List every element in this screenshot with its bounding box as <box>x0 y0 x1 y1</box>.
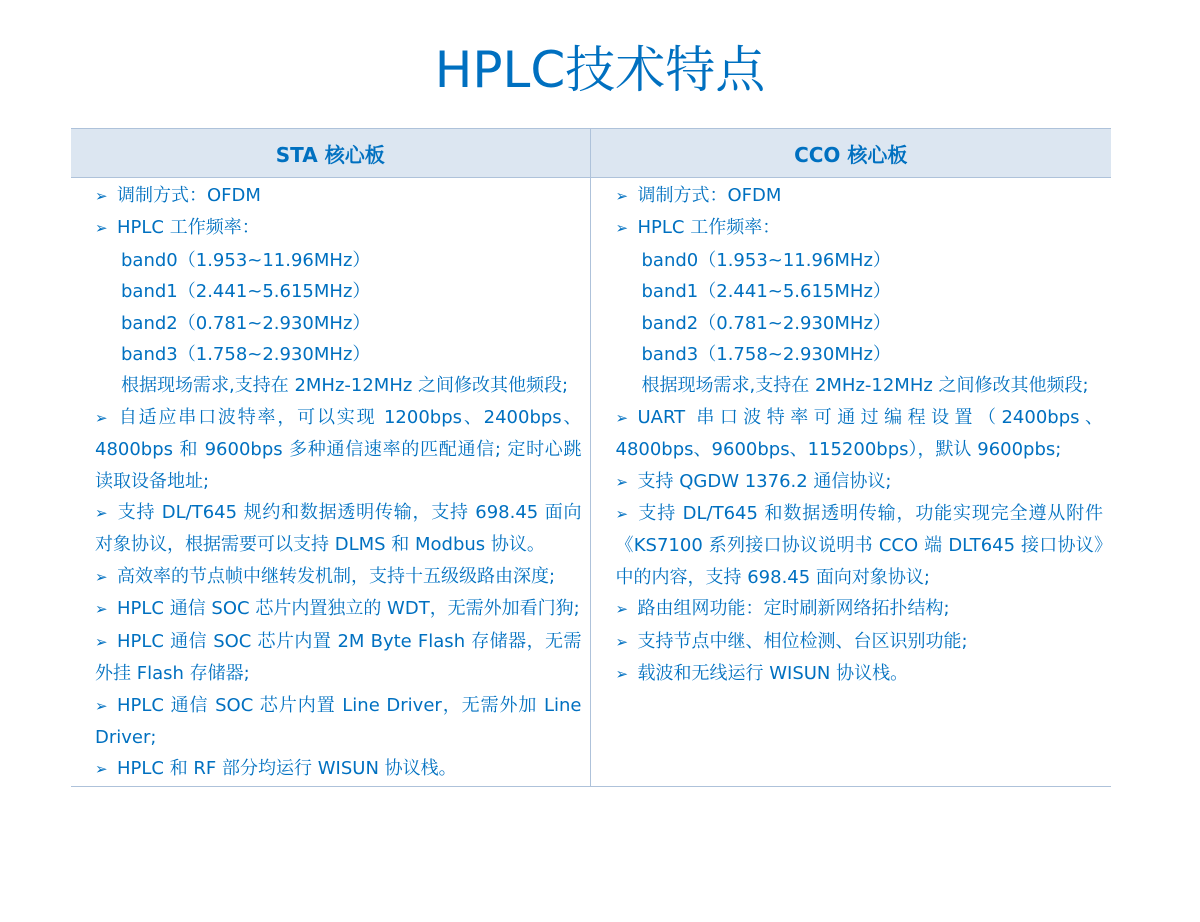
bullet-arrow-icon: ➢ <box>95 219 108 238</box>
bullet-arrow-icon: ➢ <box>95 187 108 205</box>
bullet-arrow-icon: ➢ <box>95 696 108 715</box>
cco-list-item <box>616 245 1104 276</box>
cco-list-item <box>616 370 1104 401</box>
sta-list-item <box>95 626 582 690</box>
sta-item-text: band2（0.781~2.930MHz） <box>121 312 371 334</box>
cco-list-item <box>616 658 1104 690</box>
sta-list-item <box>95 339 582 370</box>
cco-item-text: 载波和无线运行 WISUN 协议栈。 <box>637 663 909 685</box>
cco-item-text: HPLC 工作频率： <box>637 217 781 239</box>
sta-list-item <box>95 561 582 593</box>
sta-list-item <box>95 276 582 307</box>
cco-list-item <box>616 626 1104 658</box>
cco-list-item <box>616 212 1104 244</box>
sta-list-item <box>95 308 582 339</box>
sta-item-text: 自适应串口波特率，可以实现 1200bps、2400bps、4800bps 和 9600bps 多种通信速率的匹配通信; 定时心跳读取设备地址; <box>95 406 582 492</box>
bullet-arrow-icon: ➢ <box>615 408 629 427</box>
sta-item-text: 支持 DL/T645 规约和数据透明传输，支持 698.45 面向对象协议，根据需要可以支持 DLMS 和 Modbus 协议。 <box>95 502 582 556</box>
bullet-arrow-icon: ➢ <box>95 600 108 619</box>
sta-list-item <box>95 245 582 276</box>
cco-item-text: band1（2.441~5.615MHz） <box>641 281 891 303</box>
sta-item-text: HPLC 和 RF 部分均运行 WISUN 协议栈。 <box>117 758 457 780</box>
cco-item-text: 路由组网功能：定时刷新网络拓扑结构; <box>637 598 950 620</box>
sta-column <box>71 178 590 787</box>
sta-list-item <box>95 497 582 561</box>
bullet-arrow-icon: ➢ <box>615 187 629 205</box>
cco-item-text: 支持 QGDW 1376.2 通信协议; <box>637 470 892 492</box>
sta-item-text: 调制方式：OFDM <box>117 185 261 206</box>
cco-column <box>590 178 1111 787</box>
sta-list-item <box>95 180 582 212</box>
sta-item-text: HPLC 通信 SOC 芯片内置 Line Driver，无需外加 Line Driver; <box>95 694 582 748</box>
cco-list-item <box>616 339 1104 370</box>
sta-item-text: band1（2.441~5.615MHz） <box>121 281 371 303</box>
bullet-arrow-icon: ➢ <box>95 504 108 523</box>
sta-list-item <box>95 370 582 401</box>
sta-item-text: band3（1.758~2.930MHz） <box>121 344 371 366</box>
sta-list-item <box>95 753 582 785</box>
bullet-arrow-icon: ➢ <box>615 600 629 619</box>
table-header-row <box>71 129 1111 178</box>
cco-list-item <box>616 466 1104 498</box>
sta-item-text: 根据现场需求,支持在 2MHz-12MHz 之间修改其他频段; <box>121 375 569 397</box>
table-body-row <box>71 178 1111 787</box>
bullet-arrow-icon: ➢ <box>615 219 629 238</box>
sta-list-item <box>95 690 582 754</box>
cco-item-text: band2（0.781~2.930MHz） <box>641 312 891 334</box>
cco-list-item <box>616 308 1104 339</box>
sta-list-item <box>95 402 582 497</box>
bullet-arrow-icon: ➢ <box>95 408 108 427</box>
bullet-arrow-icon: ➢ <box>95 567 108 586</box>
header-cco: CCO 核心板 <box>590 129 1111 178</box>
bullet-arrow-icon: ➢ <box>615 472 629 491</box>
cco-item-text: band0（1.953~11.96MHz） <box>641 249 891 271</box>
sta-item-text: HPLC 通信 SOC 芯片内置 2M Byte Flash 存储器，无需外挂 Flash 存储器; <box>95 630 582 685</box>
sta-item-text: 高效率的节点帧中继转发机制，支持十五级级路由深度; <box>117 565 556 587</box>
sta-item-text: HPLC 工作频率： <box>117 217 260 239</box>
cco-item-text: 支持 DL/T645 和数据透明传输，功能实现完全遵从附件《KS7100 系列接口协议说明书 CCO 端 DLT645 接口协议》中的内容，支持 698.45 面向对象协议; <box>615 503 1103 588</box>
cco-list-item <box>616 276 1104 307</box>
cco-list-item <box>616 498 1104 593</box>
sta-item-text: HPLC 通信 SOC 芯片内置独立的 WDT，无需外加看门狗; <box>117 598 580 620</box>
page-title: HPLC技术特点 <box>434 41 766 99</box>
cco-list-item <box>616 402 1104 466</box>
bullet-arrow-icon: ➢ <box>615 505 629 524</box>
cco-list-item <box>616 593 1104 625</box>
bullet-arrow-icon: ➢ <box>95 632 108 651</box>
sta-list-item <box>95 593 582 625</box>
cco-item-text: 支持节点中继、相位检测、台区识别功能; <box>637 630 968 652</box>
bullet-arrow-icon: ➢ <box>615 665 629 684</box>
cco-item-text: band3（1.758~2.930MHz） <box>641 344 891 366</box>
cco-list-item <box>616 180 1104 212</box>
cco-item-text: 根据现场需求,支持在 2MHz-12MHz 之间修改其他频段; <box>641 375 1089 397</box>
spec-comparison-table <box>71 128 1111 787</box>
sta-list-item <box>95 212 582 244</box>
sta-item-text: band0（1.953~11.96MHz） <box>121 249 371 271</box>
header-sta: STA 核心板 <box>71 129 590 178</box>
bullet-arrow-icon: ➢ <box>615 632 629 651</box>
cco-item-text: UART 串口波特率可通过编程设置（2400bps、4800bps、9600bps、115200bps），默认 9600pbs; <box>615 406 1103 461</box>
cco-item-text: 调制方式：OFDM <box>637 185 782 206</box>
bullet-arrow-icon: ➢ <box>95 760 108 779</box>
